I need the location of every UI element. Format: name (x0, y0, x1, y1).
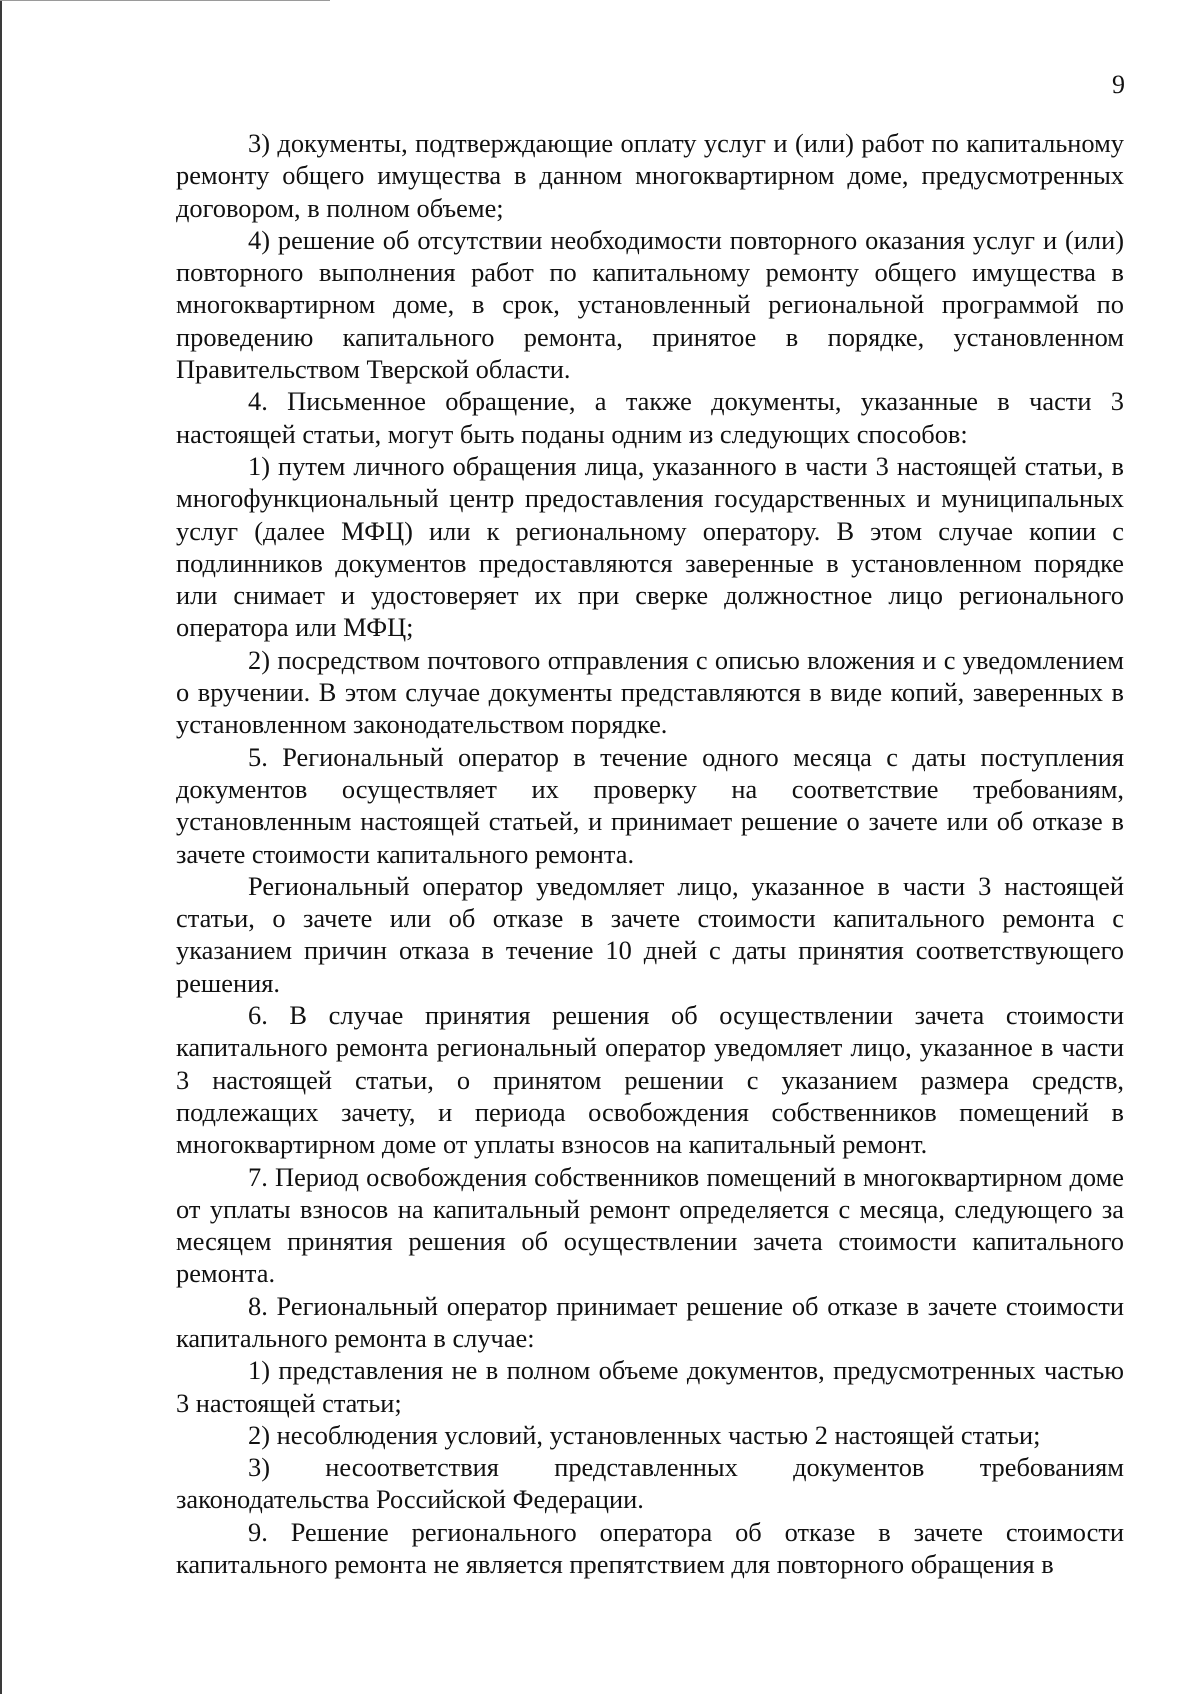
page-number: 9 (1112, 70, 1125, 99)
scan-edge-top (0, 0, 330, 1)
paragraph: 2) посредством почтового отправления с описью вложения и с уведомлением о вручении. В этом случае документы представляются в виде копий, заверенных в установленном законодательством порядке. (176, 644, 1124, 740)
paragraph: 6. В случае принятия решения об осуществлении зачета стоимости капитального ремонта региональный оператор уведомляет лицо, указанное в части 3 настоящей статьи, о принятом решении с указанием размера средств, подлежащих зачету, и периода освобождения собственников помещений в многоквартирном доме от уплаты взносов на капитальный ремонт. (176, 1000, 1124, 1160)
scan-edge-left (0, 0, 2, 1694)
paragraph: 3) несоответствия представленных документов требованиям законодательства Российской Федерации. (176, 1452, 1124, 1515)
paragraph: 5. Региональный оператор в течение одного месяца с даты поступления документов осуществляет их проверку на соответствие требованиям, установленным настоящей статьей, и принимает решение о зачете или об отказе в зачете стоимости капитального ремонта. (176, 741, 1124, 869)
paragraph: 4) решение об отсутствии необходимости повторного оказания услуг и (или) повторного выполнения работ по капитальному ремонту общего имущества в многоквартирном доме, в срок, установленный региональной программой по проведению капитального ремонта, принятое в порядке, установленном Правительством Тверской области. (176, 224, 1124, 385)
paragraph: 2) несоблюдения условий, установленных частью 2 настоящей статьи; (248, 1419, 1041, 1450)
document-body (176, 127, 1124, 1580)
paragraph: 8. Региональный оператор принимает решение об отказе в зачете стоимости капитального ремонта в случае: (176, 1290, 1124, 1353)
paragraph: Региональный оператор уведомляет лицо, указанное в части 3 настоящей статьи, о зачете или об отказе в зачете стоимости капитального ремонта с указанием причин отказа в течение 10 дней с даты принятия соответствующего решения. (176, 870, 1124, 998)
paragraph: 4. Письменное обращение, а также документы, указанные в части 3 настоящей статьи, могут быть поданы одним из следующих способов: (176, 386, 1124, 449)
paragraph: 9. Решение регионального оператора об отказе в зачете стоимости капитального ремонта не является препятствием для повторного обращения в (176, 1516, 1124, 1580)
paragraph: 3) документы, подтверждающие оплату услуг и (или) работ по капитальному ремонту общего имущества в данном многоквартирном доме, предусмотренных договором, в полном объеме; (176, 128, 1124, 223)
paragraph: 1) представления не в полном объеме документов, предусмотренных частью 3 настоящей статьи; (176, 1355, 1124, 1418)
paragraph: 7. Период освобождения собственников помещений в многоквартирном доме от уплаты взносов на капитальный ремонт определяется с месяца, следующего за месяцем принятия решения об осуществлении зачета стоимости капитального ремонта. (176, 1161, 1124, 1289)
paragraph: 1) путем личного обращения лица, указанного в части 3 настоящей статьи, в многофункциональный центр предоставления государственных и муниципальных услуг (далее МФЦ) или к региональному оператору. В этом случае копии с подлинников документов предоставляются заверенные в установленном порядке или снимает и удостоверяет их при сверке должностное лицо регионального оператора или МФЦ; (176, 450, 1124, 643)
